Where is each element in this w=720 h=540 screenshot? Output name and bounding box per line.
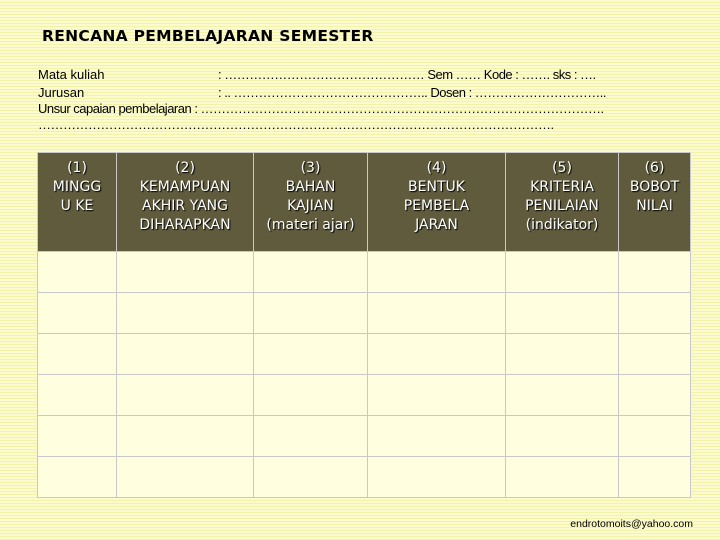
table-cell	[368, 375, 506, 416]
table-row	[38, 293, 691, 334]
table-cell	[506, 416, 619, 457]
table-cell	[368, 334, 506, 375]
header-minggu-ke	[38, 153, 117, 252]
table-cell	[619, 334, 691, 375]
header-line: (1)	[67, 160, 87, 176]
table-cell	[117, 293, 254, 334]
table-cell	[117, 334, 254, 375]
header-line: (3)	[300, 160, 321, 176]
table-row	[38, 457, 691, 498]
header-line: BOBOT	[629, 179, 680, 195]
table-row	[38, 375, 691, 416]
header-line: PENILAIAN	[525, 198, 599, 214]
table-cell	[117, 252, 254, 293]
header-line: DIHARAPKAN	[139, 217, 231, 233]
table-cell	[254, 334, 368, 375]
header-line: (materi ajar)	[266, 217, 355, 233]
table-cell	[619, 416, 691, 457]
mata-kuliah-label: Mata kuliah	[38, 67, 105, 82]
table-cell	[506, 375, 619, 416]
table-cell	[506, 334, 619, 375]
header-bobot-nilai	[619, 153, 691, 252]
capaian-label: Unsur capaian pembelajaran : …………………………………………………………………………………….	[38, 101, 604, 116]
header-line: (indikator)	[525, 217, 599, 233]
header-line: (2)	[175, 160, 195, 176]
header-line: BENTUK	[408, 179, 465, 195]
rps-table	[37, 152, 691, 498]
table-cell	[254, 293, 368, 334]
table-cell	[619, 252, 691, 293]
table-header-row	[38, 153, 691, 252]
table-cell	[117, 375, 254, 416]
author-email: endrotomoits@yahoo.com	[570, 518, 693, 530]
header-line: (6)	[644, 160, 665, 176]
mata-kuliah-value: : ………………………………………… Sem …… Kode : ……. sks : ….	[218, 67, 596, 82]
table-cell	[368, 293, 506, 334]
table-cell	[368, 252, 506, 293]
table-cell	[254, 252, 368, 293]
table-cell	[117, 416, 254, 457]
header-bentuk-pembelajaran	[368, 153, 506, 252]
jurusan-row	[38, 85, 607, 100]
header-kemampuan-akhir	[117, 153, 254, 252]
table-cell	[38, 293, 117, 334]
table-cell	[38, 375, 117, 416]
header-kriteria-penilaian	[506, 153, 619, 252]
table-cell	[506, 457, 619, 498]
table-cell	[254, 375, 368, 416]
table-cell	[619, 293, 691, 334]
header-line: PEMBELA	[403, 198, 470, 214]
header-line: (5)	[552, 160, 572, 176]
header-line: KAJIAN	[287, 198, 334, 214]
header-line: NILAI	[636, 198, 673, 214]
header-line: JARAN	[415, 217, 458, 233]
jurusan-value: : .. ……………………………………….. Dosen : …………………………..	[218, 85, 607, 100]
table-cell	[506, 293, 619, 334]
header-line: KEMAMPUAN	[139, 179, 231, 195]
header-line: BAHAN	[285, 179, 336, 195]
jurusan-label: Jurusan	[38, 85, 85, 100]
table-cell	[38, 416, 117, 457]
table-row	[38, 334, 691, 375]
header-line: MINGG	[52, 179, 102, 195]
table-cell	[368, 457, 506, 498]
table-cell	[38, 334, 117, 375]
table-row	[38, 252, 691, 293]
table-cell	[38, 252, 117, 293]
table-cell	[506, 252, 619, 293]
page-title: RENCANA PEMBELAJARAN SEMESTER	[42, 27, 374, 45]
capaian-continuation: …………………………………………………………………………………………………………….	[38, 117, 554, 132]
table-cell	[619, 375, 691, 416]
table-cell	[619, 457, 691, 498]
table-cell	[38, 457, 117, 498]
table-cell	[254, 457, 368, 498]
table-cell	[254, 416, 368, 457]
header-line: AKHIR YANG	[142, 198, 228, 214]
header-line: U KE	[60, 198, 94, 214]
header-bahan-kajian	[254, 153, 368, 252]
header-line: (4)	[426, 160, 447, 176]
table-row	[38, 416, 691, 457]
mata-kuliah-row	[38, 67, 596, 82]
table-cell	[368, 416, 506, 457]
header-line: KRITERIA	[530, 179, 594, 195]
table-cell	[117, 457, 254, 498]
